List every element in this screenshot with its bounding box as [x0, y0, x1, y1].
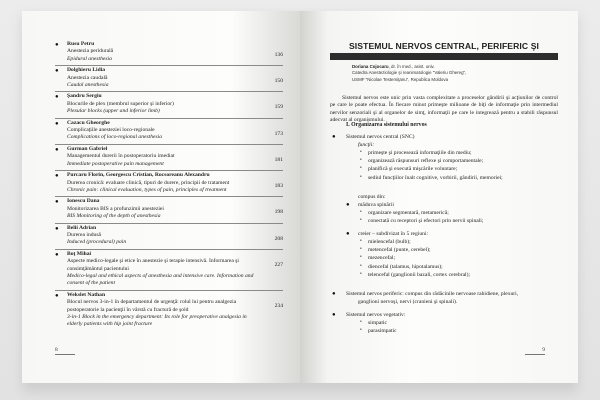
- toc-title-en: Caudal anesthesia: [67, 82, 109, 89]
- list-item: diencefal (talamus, hipotalamus);: [368, 263, 443, 270]
- list-item: primeşte şi procesează informaţiile din mediu;: [368, 150, 472, 156]
- bullet-icon: ●: [55, 225, 59, 232]
- affiliation-line: Catedra Anesteziologie şi reanimatologie "Valeriu Ghereg",: [352, 70, 467, 76]
- toc-entry[interactable]: [55, 118, 283, 144]
- bullet-icon: ●: [55, 292, 59, 299]
- toc-page-number: 150: [274, 78, 283, 85]
- article-title: SISTEMUL NERVOS CENTRAL, PERIFERIC ŞI: [348, 41, 540, 51]
- toc-author: Gurman Gabriel: [67, 145, 108, 152]
- bullet-icon: •: [360, 255, 362, 261]
- bullet-icon: •: [360, 218, 362, 224]
- page-number-rule: [55, 354, 75, 355]
- bullet-icon: ●: [55, 173, 59, 180]
- toc-entry[interactable]: [55, 91, 283, 117]
- page-number-rule: [525, 354, 545, 355]
- bullet-icon: ●: [55, 251, 59, 258]
- bullet-icon: •: [360, 247, 362, 253]
- section-heading: I. Organizarea sistemului nervos: [346, 122, 427, 128]
- affiliation-line: USMF "Nicolae Testemiţanu", Republica Moldova: [352, 76, 449, 82]
- bullet-icon: ●: [332, 312, 336, 318]
- toc-page-number: 208: [274, 235, 283, 242]
- bullet-icon: ●: [55, 146, 59, 153]
- list-item: parasimpatic: [368, 328, 397, 335]
- page-number-right: 9: [542, 347, 545, 353]
- list-item: simpatic: [368, 320, 387, 326]
- toc-title: Durerea indusǎ: [67, 231, 102, 238]
- list-item: mielencefal (bulb);: [368, 239, 411, 245]
- bullet-icon: •: [360, 158, 362, 164]
- toc-entry[interactable]: [55, 223, 283, 249]
- snc-composed-label: compus din:: [358, 194, 386, 200]
- toc-author: Purcaru Florin, Georgescu Cristian, Rocsoreanu Alexandru: [67, 172, 210, 179]
- list-item: organizare segmentară, metamerică;: [368, 210, 449, 216]
- toc-author: Cazacu Gheorghe: [67, 119, 110, 126]
- bullet-icon: •: [360, 174, 362, 180]
- bullet-icon: ●: [332, 134, 336, 140]
- bullet-icon: •: [360, 263, 362, 269]
- toc-title-en: Induced (procedural) pain: [67, 239, 127, 246]
- bullet-icon: ●: [346, 231, 350, 237]
- toc-author: Belii Adrian: [67, 224, 97, 231]
- table-of-contents: [55, 40, 283, 331]
- bullet-icon: •: [360, 210, 362, 215]
- toc-title: Complicaţiile anesteziei loco-regionale: [67, 127, 155, 134]
- toc-title-en: Plexular blocks (upper and inferior limb): [67, 108, 160, 115]
- title-bar: [330, 53, 558, 60]
- toc-entry[interactable]: [55, 170, 283, 196]
- spinal-cord: măduva spinării: [358, 202, 394, 208]
- bullet-icon: ●: [55, 120, 59, 127]
- brain: creier – subdivizat în 5 regiuni:: [358, 231, 429, 237]
- toc-page-number: 159: [274, 104, 283, 111]
- intro-paragraph: Sistemul nervos este unic prin vasta complexitate a proceselor gândirii şi acţiunilor de control pe care le poate efectua. În fiecare minut primeşte milioane de biţi de informaţie prin intermediul nervilor senzoriali şi al organelor de simţ, informaţii pe care le integrează pentru a stabili răspunsul adecvat al organismului.: [330, 95, 558, 124]
- list-item: planifică şi execută mişcările voluntare;: [368, 166, 458, 173]
- bullet-icon: ●: [55, 68, 59, 75]
- toc-page-number: 136: [274, 52, 283, 58]
- snv-heading: Sistemul nervos vegetativ:: [346, 312, 406, 318]
- list-item: conectată cu receptori şi efectori prin nervii spinali;: [368, 218, 484, 225]
- toc-author: Şandru Sergiu: [67, 93, 102, 100]
- toc-title-en: 3-in-1 Block in the emergency department: Its role for preoperative analgesia in elderly patients with hip joint fracture: [67, 314, 247, 328]
- toc-title-en: BIS Monitoring of the depth of anesthesia: [67, 213, 161, 220]
- toc-page-number: 181: [274, 156, 283, 163]
- toc-title: Durerea cronicǎ: evaluare clinicǎ, tipuri de durere, principii de tratament: [67, 179, 230, 186]
- bullet-icon: ●: [55, 42, 59, 48]
- toc-page-number: 234: [274, 302, 283, 309]
- toc-author: Rusu Petru: [67, 41, 95, 47]
- toc-title: Anestezia periduralǎ: [67, 48, 114, 55]
- author-block: [352, 64, 552, 83]
- toc-author: Dolghieru Lidia: [67, 67, 106, 74]
- page-number-left: 8: [55, 347, 58, 353]
- toc-title: Managementul durerii în postoperatoriu imediat: [67, 153, 175, 160]
- toc-page-number: 227: [274, 261, 283, 268]
- bullet-icon: ●: [332, 291, 336, 297]
- toc-author: Ionescu Dana: [67, 198, 100, 205]
- list-item: sediul funcţiilor înalt cognitive, vorbirii, gândirii, memoriei;: [368, 174, 503, 181]
- toc-entry[interactable]: [55, 144, 283, 170]
- toc-author: Wekslet Nathan: [67, 291, 106, 298]
- bullet-icon: •: [360, 328, 362, 334]
- toc-title-en: Complications of loco-regional anesthesia: [67, 134, 163, 141]
- snc-functions-label: funcţii:: [358, 142, 375, 148]
- toc-author: Boţ Mihai: [67, 250, 92, 257]
- list-item: telencefal (ganglionii bazali, cortex cerebral);: [368, 271, 471, 278]
- toc-title: Blocul nervos 3-in-1 în departamentul de urgenţǎ: rolul lui pentru analgezia postoperatorie la pacienţii în vârstǎ cu fracturǎ de şold: [67, 299, 237, 313]
- toc-title-en: Epidural anesthesia: [67, 55, 112, 62]
- list-item: mezencefal;: [368, 255, 396, 262]
- toc-entry[interactable]: [55, 65, 283, 91]
- bullet-icon: •: [360, 320, 362, 325]
- toc-title-en: Immediate postoperative pain management: [67, 160, 164, 167]
- toc-title: Monitorizarea BIS a profunzimii anesteziei: [67, 205, 164, 212]
- bullet-icon: •: [360, 271, 362, 277]
- left-page: [22, 11, 300, 383]
- snp-line: Sistemul nervos periferic: compus din rădăcinile nervoase rahidiene, plexuri,: [346, 291, 519, 297]
- toc-title: Anestezia caudalǎ: [67, 74, 108, 81]
- bullet-icon: ●: [346, 202, 350, 208]
- toc-page-number: 173: [274, 130, 283, 137]
- list-item: organizează răspunsuri reflexe şi comportamentale;: [368, 158, 484, 165]
- bullet-icon: ●: [55, 94, 59, 101]
- list-item: metencefal (punte, cerebel);: [368, 247, 431, 254]
- toc-page-number: 198: [274, 209, 283, 216]
- toc-entry[interactable]: [55, 290, 283, 331]
- toc-entry[interactable]: [55, 196, 283, 222]
- toc-title: Blocurile de plex (membrul superior şi inferior): [67, 100, 174, 107]
- bullet-icon: ●: [55, 199, 59, 206]
- toc-entry[interactable]: [55, 249, 283, 290]
- snc-heading: Sistemul nervos central (SNC): [346, 134, 415, 140]
- snp-line: ganglioni nervoşi, nervi (cranieni şi spinali).: [358, 299, 458, 305]
- author-name: Doriana Cojocaru: [352, 64, 389, 69]
- bullet-icon: •: [360, 166, 362, 172]
- bullet-icon: •: [360, 150, 362, 155]
- toc-title-en: Medico-legal and ethical aspects of anesthesia and intensive care. Information and consent of the patient: [67, 272, 254, 287]
- toc-title: Aspecte medico-legale şi etice în anestezie şi terapie intensivǎ. Informarea şi consimţǎmântul pacientului: [67, 258, 239, 272]
- author-degree: , dr. în med., asist. univ.: [388, 64, 435, 69]
- toc-title-en: Chronic pain: clinical evaluation, types of pain, principles of treatment: [67, 186, 227, 193]
- toc-entry[interactable]: [55, 40, 283, 65]
- toc-page-number: 183: [274, 183, 283, 190]
- right-page: [300, 11, 578, 383]
- bullet-icon: •: [360, 239, 362, 244]
